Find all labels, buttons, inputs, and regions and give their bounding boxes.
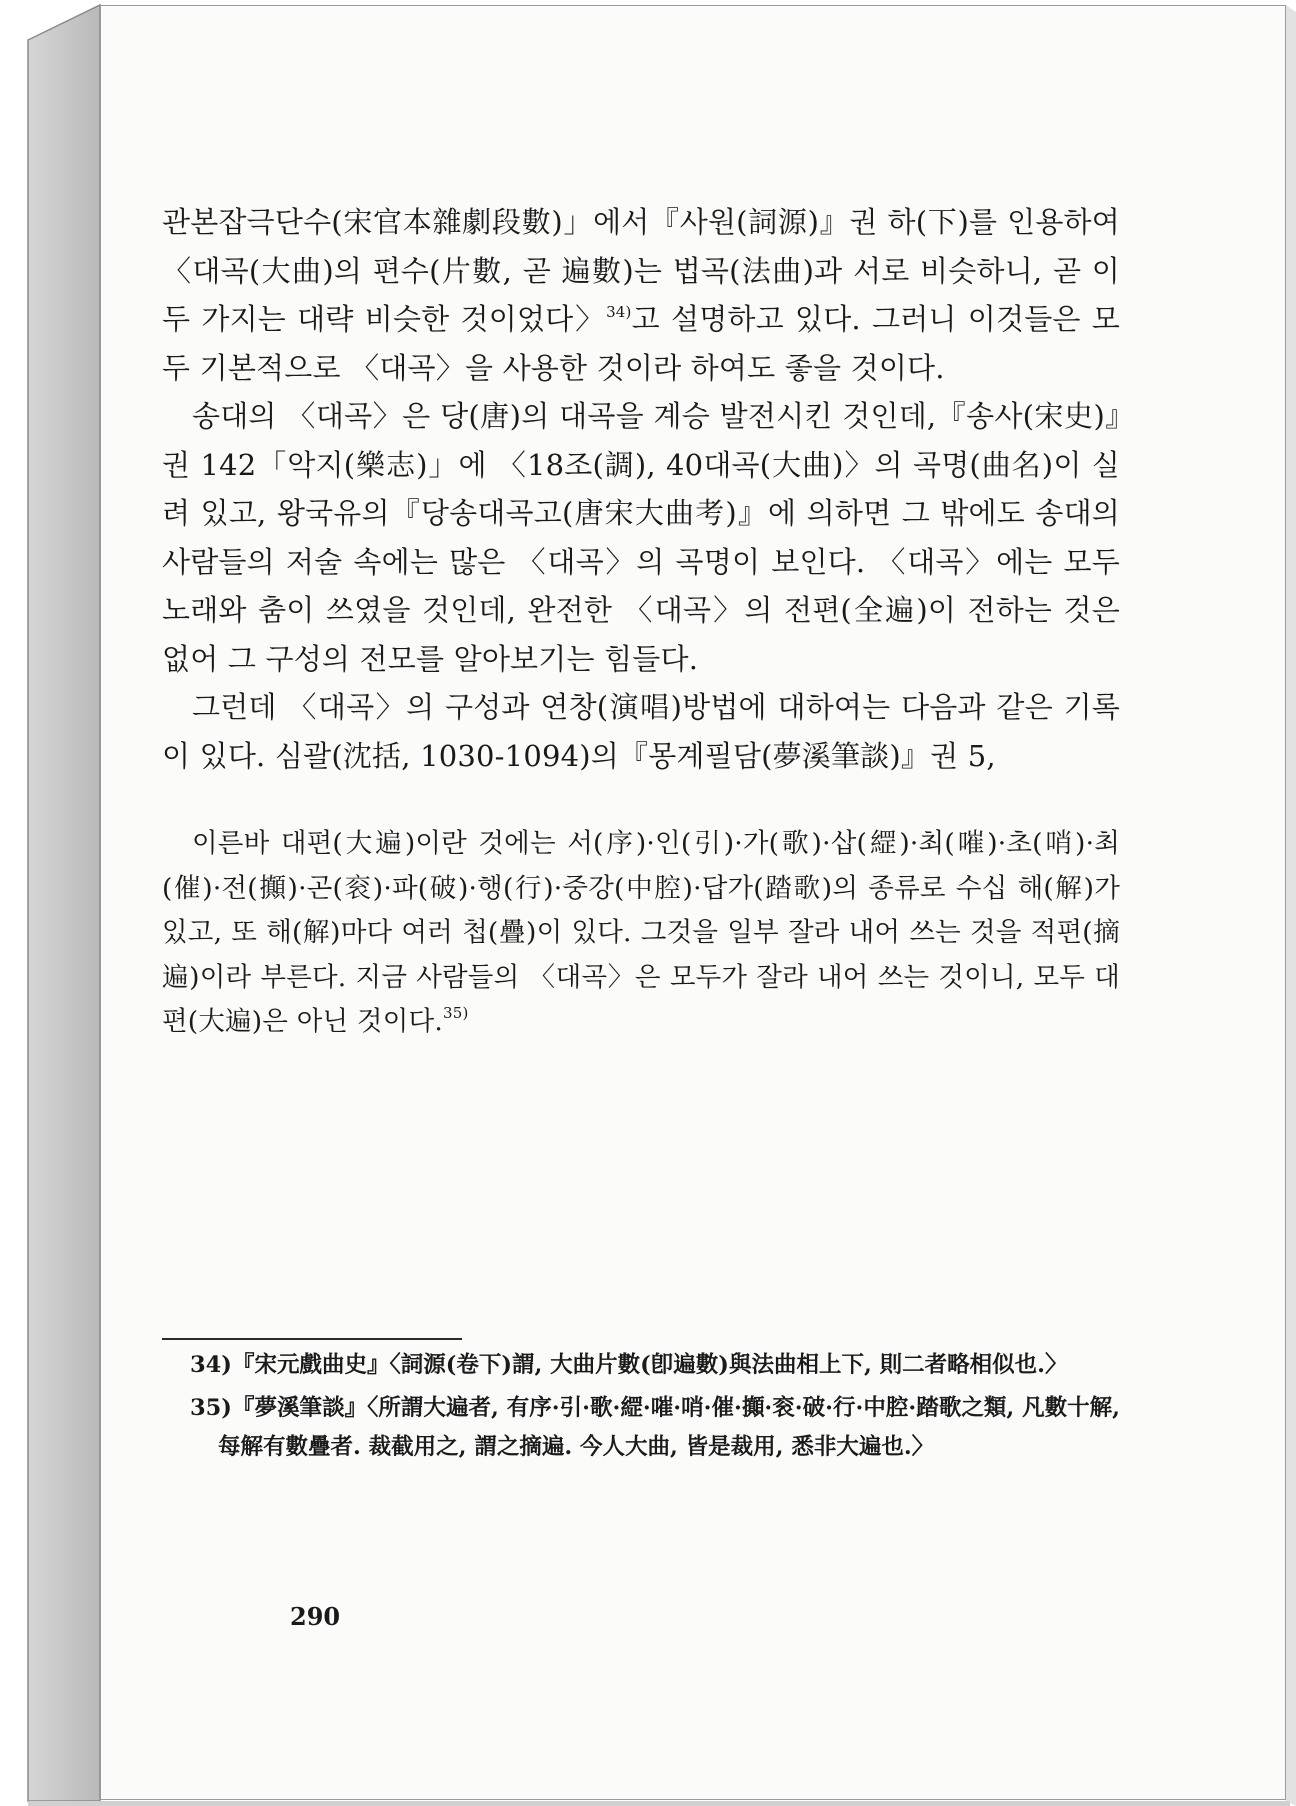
page-body-text <box>162 198 1120 1045</box>
footnote-ref-35: 35) <box>442 1004 469 1022</box>
footnote-ref-34: 34) <box>606 303 632 321</box>
footnote-divider <box>162 1338 462 1340</box>
paragraph-2: 송대의 〈대곡〉은 당(唐)의 대곡을 계승 발전시킨 것인데,『송사(宋史)』권 142「악지(樂志)」에 〈18조(調), 40대곡(大曲)〉의 곡명(曲名)이 실려 있고, 왕국유의『당송대곡고(唐宋大曲考)』에 의하면 그 밖에도 송대의 사람들의 저술 속에는 많은 〈대곡〉의 곡명이 보인다. 〈대곡〉에는 모두 노래와 춤이 쓰였을 것인데, 완전한 〈대곡〉의 전편(全遍)이 전하는 것은 없어 그 구성의 전모를 알아보기는 힘들다. <box>162 399 1120 676</box>
paragraph-3: 그런데 〈대곡〉의 구성과 연창(演唱)방법에 대하여는 다음과 같은 기록이 있다. 심괄(沈括, 1030-1094)의『몽계필담(夢溪筆談)』권 5, <box>162 690 1120 773</box>
paragraph-1-text-a: 관본잡극단수(宋官本雜劇段數)」에서『사원(詞源)』권 하(下)를 인용하여 〈대곡(大曲)의 편수(片數, 곧 遍數)는 법곡(法曲)과 서로 비슷하니, 곧 이 두 가지는 대략 비슷한 것이었다〉 <box>162 205 1120 336</box>
book-right-shadow <box>1286 5 1296 1806</box>
paragraph-1-text-b: 고 설명하고 있다. 그러니 이것들은 모두 기본적으로 〈대곡〉을 사용한 것이라 하여도 좋을 것이다. <box>162 302 1120 385</box>
block-quote-text: 이른바 대편(大遍)이란 것에는 서(序)·인(引)·가(歌)·삽(䌉)·최(嗺)·초(哨)·최(催)·전(攧)·곤(衮)·파(破)·행(行)·중강(中腔)·답가(踏歌)의 종류로 수십 해(解)가 있고, 또 해(解)마다 여러 첩(疊)이 있다. 그것을 일부 잘라 내어 쓰는 것을 적편(摘遍)이라 부른다. 지금 사람들의 〈대곡〉은 모두가 잘라 내어 쓰는 것이니, 모두 대편(大遍)은 아닌 것이다. <box>162 828 1120 1037</box>
book-left-edge <box>28 5 100 1801</box>
footnote-34: 34)『宋元戲曲史』〈詞源(卷下)謂, 大曲片數(卽遍數)與法曲相上下, 則二者略相似也.〉 <box>190 1352 1068 1378</box>
footnotes <box>190 1346 1120 1467</box>
book-bottom-shadow <box>28 1801 1290 1806</box>
page-number: 290 <box>290 1602 341 1631</box>
footnote-35: 35)『夢溪筆談』〈所謂大遍者, 有序·引·歌·䌉·嗺·哨·催·攧·衮·破·行·中腔·踏歌之類, 凡數十解, 每解有數疊者. 裁截用之, 謂之摘遍. 今人大曲, 皆是裁用, 悉非大遍也.〉 <box>190 1395 1120 1460</box>
block-quote <box>162 822 1120 1045</box>
paragraph-1 <box>162 198 1120 392</box>
